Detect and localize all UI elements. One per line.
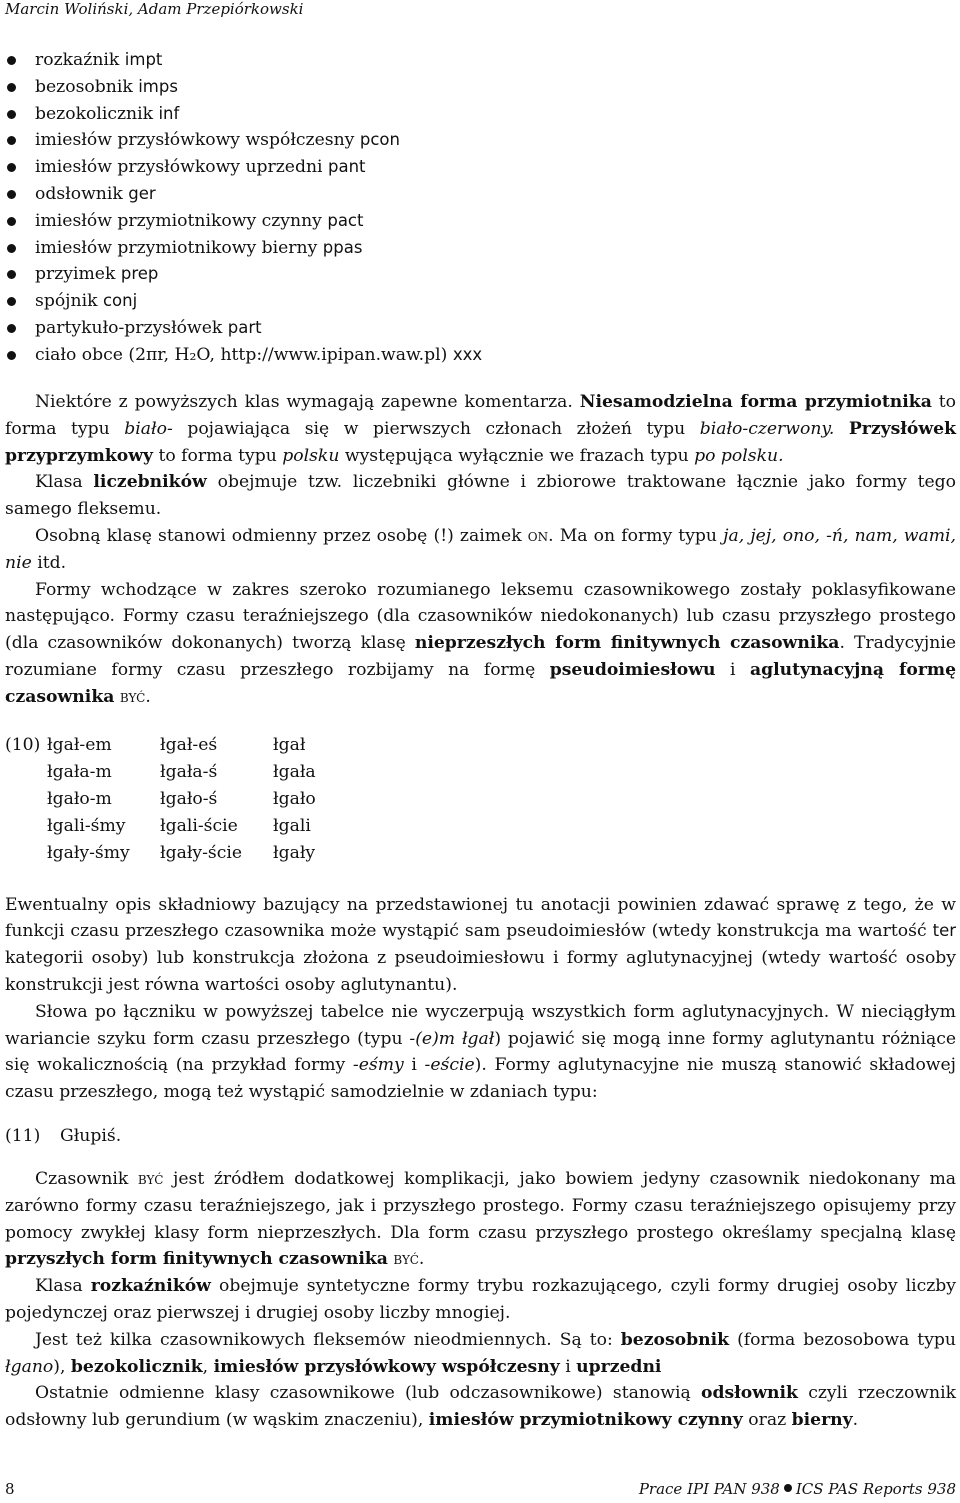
table-cell: łgali-śmy (47, 815, 126, 836)
table-row (5, 789, 316, 816)
tag-code: inf (158, 103, 180, 123)
bullet-icon (7, 270, 16, 279)
paragraph: Słowa po łączniku w powyższej tabelce nie wyczerpują wszystkich form aglutynacyjnych. W nieciągłym wariancie szyku form czasu przeszłego (typu -(e)m łgał) pojawić się mogą inne formy aglutynantu różniące się wokalicznością (na przykład formy -eśmy i -eście). Formy aglutynacyjne nie muszą stanowić składowej czasu przeszłego, mogą też wystąpić samodzielnie w zdaniach typu: (5, 1001, 956, 1103)
paragraph: Ostatnie odmienne klasy czasownikowe (lub odczasownikowe) stanowią odsłownik czyli rzeczownik odsłowny lub gerundium (w wąskim znaczeniu), imiesłów przymiotnikowy czynny oraz bierny. (5, 1383, 956, 1431)
list-item: rozkaźnik impt (0, 47, 960, 74)
list-item: bezosobnik imps (0, 74, 960, 101)
table-row (5, 735, 316, 762)
running-header: Marcin Woliński, Adam Przepiórkowski (5, 0, 304, 18)
list-item: imiesłów przymiotnikowy czynny pact (0, 208, 960, 235)
paragraph: Klasa rozkaźników obejmuje syntetyczne formy trybu rozkazującego, czyli formy drugiej osoby liczby pojedynczej oraz pierwszej i drugiej osoby liczby mnogiej. (5, 1276, 956, 1323)
example-text: Głupiś. (60, 1125, 122, 1146)
paragraph: Klasa liczebników obejmuje tzw. liczebniki główne i zbiorowe traktowane łącznie jako formy tego samego fleksemu. (5, 472, 957, 520)
conjugation-table (5, 735, 316, 870)
paragraph: Jest też kilka czasownikowych fleksemów nieodmiennych. Są to: bezosobnik (forma bezosobowa typu łgano), bezokolicznik, imiesłów przysłówkowy współczesny i uprzedni (5, 1329, 956, 1377)
tag-code: ppas (322, 237, 363, 257)
table-cell: łgał (273, 734, 306, 755)
tag-code: ter (932, 921, 956, 941)
pos-class-list (0, 47, 960, 369)
list-item: imiesłów przysłówkowy współczesny pcon (0, 127, 960, 154)
example-10 (5, 735, 956, 870)
table-cell: łgały-śmy (47, 842, 130, 863)
bullet-icon (7, 110, 16, 119)
bullet-icon (7, 324, 16, 333)
tag-code: ger (128, 183, 156, 203)
tag-code: pcon (359, 130, 400, 150)
tag-code: pant (328, 157, 366, 177)
tag-code: part (227, 317, 262, 337)
paragraph: Ewentualny opis składniowy bazujący na przedstawionej tu anotacji powinien zdawać sprawę z tego, że w funkcji czasu przeszłego czasownika może wystąpić sam pseudoimiesłów (wtedy konstrukcja ma wartość ter kategorii osoby) lub konstrukcja złożona z pseudoimiesłowu i formy aglutynacyjnej (wtedy wartość osoby konstrukcji jest równa wartości osoby aglutynantu). (5, 894, 956, 995)
table-row (5, 843, 316, 870)
table-cell: łgały (273, 842, 316, 863)
table-cell: łgali-ście (160, 815, 238, 836)
example-11 (5, 1126, 956, 1146)
tag-code: impt (124, 50, 163, 69)
bullet-icon (7, 351, 16, 360)
paragraph: Czasownik być jest źródłem dodatkowej komplikacji, jako bowiem jedyny czasownik niedokonany ma zarówno formy czasu teraźniejszego, jak i przyszłego prostego. Formy czasu teraźniejszego opisujemy przy pomocy zwykłej klasy form nieprzeszłych. Dla form czasu przyszłego prostego określamy specjalną klasę przyszłych form finitywnych czasownika być. (5, 1168, 956, 1270)
table-cell: łgało-ś (160, 788, 218, 809)
page-number: 8 (5, 1480, 15, 1498)
tag-code: pact (327, 210, 364, 230)
paragraph: Formy wchodzące w zakres szeroko rozumianego leksemu czasownikowego zostały poklasyfikowane następująco. Formy czasu teraźniejszego (dla czasowników niedokonanych) lub czasu przyszłego prostego (dla czasowników dokonanych) tworzą klasę nieprzeszłych form finitywnych czasownika. Tradycyjnie rozumiane formy czasu przeszłego rozbijamy na formę pseudoimiesłowu i aglutynacyjną formę czasownika być. (5, 579, 956, 707)
tag-code: prep (120, 264, 159, 284)
table-row (5, 762, 316, 789)
list-item: spójnik conj (0, 288, 960, 315)
tag-code: conj (102, 291, 138, 311)
body-text (5, 389, 956, 1434)
list-item: partykuło-przysłówek part (0, 315, 960, 342)
tag-code: xxx (452, 344, 483, 364)
table-cell: łgało (273, 788, 316, 809)
list-item: imiesłów przysłówkowy uprzedni pant (0, 154, 960, 181)
example-label: (10) (5, 734, 41, 755)
table-row (5, 816, 316, 843)
example-label: (11) (5, 1125, 41, 1146)
tag-code: imps (138, 76, 178, 96)
list-item: odsłownik ger (0, 181, 960, 208)
bullet-icon (7, 217, 16, 226)
bullet-icon (7, 56, 16, 65)
table-cell: łgała-m (47, 761, 112, 782)
bullet-icon (7, 136, 16, 145)
table-cell: łgała-ś (160, 761, 218, 782)
list-item: bezokolicznik inf (0, 101, 960, 128)
table-cell: łgała (273, 761, 316, 782)
list-item: imiesłów przymiotnikowy bierny ppas (0, 235, 960, 262)
table-cell: łgały-ście (160, 842, 243, 863)
series-info: Prace IPI PAN 938 ICS PAS Reports 938 (638, 1480, 956, 1498)
bullet-icon (784, 1484, 792, 1492)
bullet-icon (7, 190, 16, 199)
table-cell: łgali (273, 815, 311, 836)
bullet-icon (7, 244, 16, 253)
table-cell: łgał-em (47, 734, 112, 755)
bullet-icon (7, 163, 16, 172)
list-item: ciało obce (2πr, H₂O, http://www.ipipan.waw.pl) xxx (0, 342, 960, 369)
paragraph: Niektóre z powyższych klas wymagają zapewne komentarza. Niesamodzielna forma przymiotnika to forma typu biało- pojawiająca się w pierwszych członach złożeń typu biało-czerwony. Przysłówek przyprzymkowy to forma typu polsku występująca wyłącznie we frazach typu po polsku. (5, 392, 956, 466)
table-cell: łgał-eś (160, 734, 218, 755)
bullet-icon (7, 297, 16, 306)
table-cell: łgało-m (47, 788, 112, 809)
list-item: przyimek prep (0, 261, 960, 288)
bullet-icon (7, 83, 16, 92)
paragraph: Osobną klasę stanowi odmienny przez osobę (!) zaimek on. Ma on formy typu ja, jej, ono, -ń, nam, wami, nie itd. (5, 525, 957, 573)
